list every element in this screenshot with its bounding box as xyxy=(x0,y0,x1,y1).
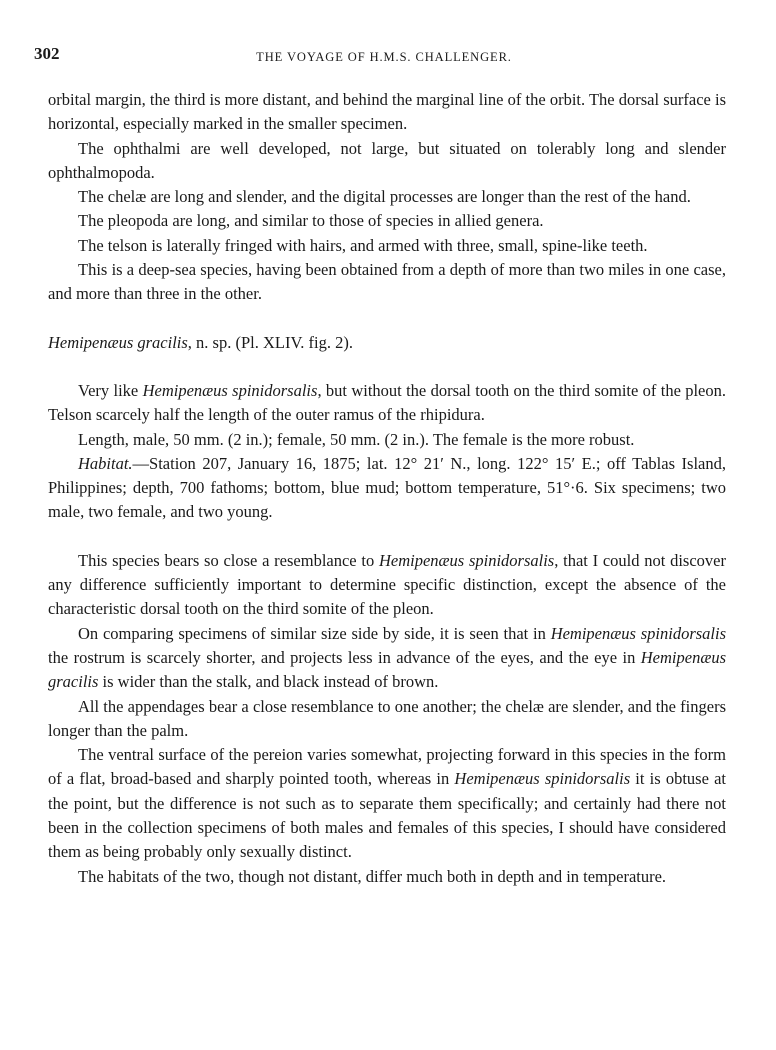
paragraph-habitats: The habitats of the two, though not distant, differ much both in depth and in temperature. xyxy=(78,866,667,886)
habitat-label: Habitat. xyxy=(78,453,133,473)
species-name: Hemipenæus gracilis xyxy=(48,332,188,352)
taxon-name: Hemipenæus spinidorsalis xyxy=(142,380,318,400)
paragraph-resemblance: This species bears so close a resemblance to Hemipenæus spinidorsalis, that I could not discover any difference sufficiently important to determine specific distinction, except the absence of the characteristic dorsal tooth on the third somite of the pleon. xyxy=(48,550,726,619)
paragraph-pleopoda: The pleopoda are long, and similar to those of species in allied genera. xyxy=(78,211,544,231)
species-heading xyxy=(48,331,726,355)
taxon-name: Hemipenæus gracilis xyxy=(48,647,726,692)
paragraph-ventral-surface: The ventral surface of the pereion varies somewhat, projecting forward in this species in the form of a flat, broad-based and sharply pointed tooth, whereas in Hemipenæus spinidorsalis it is obtuse at the point, but the difference is not such as to separate them specifically; and certainly had there not been in the collection specimens of both males and females of this species, I should have considered them as being probably only sexually distinct. xyxy=(48,745,726,862)
paragraph-deep-sea: This is a deep-sea species, having been obtained from a depth of more than two miles in one case, and more than three in the other. xyxy=(48,260,726,304)
page-number: 302 xyxy=(34,44,60,63)
paragraph-comparison: On comparing specimens of similar size side by side, it is seen that in Hemipenæus spinidorsalis the rostrum is scarcely shorter, and projects less in advance of the eyes, and the eye in Hemipenæus gracilis is wider than the stalk, and black instead of brown. xyxy=(48,623,726,692)
page-header xyxy=(34,42,734,66)
taxon-name: Hemipenæus spinidorsalis xyxy=(454,769,631,789)
paragraph-chelae: The chelæ are long and slender, and the digital processes are longer than the rest of the hand. xyxy=(78,187,691,207)
taxon-name: Hemipenæus spinidorsalis xyxy=(378,550,555,570)
paragraph-description: Very like Hemipenæus spinidorsalis, but without the dorsal tooth on the third somite of the pleon. Telson scarcely half the length of the outer ramus of the rhipidura. xyxy=(48,380,727,425)
body-text xyxy=(48,88,726,889)
species-reference: , n. sp. (Pl. XLIV. fig. 2). xyxy=(187,332,353,352)
paragraph-telson: The telson is laterally fringed with hairs, and armed with three, small, spine-like teeth. xyxy=(78,235,648,255)
running-title: THE VOYAGE OF H.M.S. CHALLENGER. xyxy=(256,50,512,64)
paragraph-ophthalmi: The ophthalmi are well developed, not large, but situated on tolerably long and slender ophthalmopoda. xyxy=(48,138,726,182)
paragraph-appendages: All the appendages bear a close resemblance to one another; the chelæ are slender, and the fingers longer than the palm. xyxy=(48,696,726,740)
paragraph-length: Length, male, 50 mm. (2 in.); female, 50 mm. (2 in.). The female is the more robust. xyxy=(78,429,635,449)
taxon-name: Hemipenæus spinidorsalis xyxy=(550,623,726,643)
paragraph-habitat: Habitat.—Station 207, January 16, 1875; lat. 12° 21′ N., long. 122° 15′ E.; off Tablas Island, Philippines; depth, 700 fathoms; bottom, blue mud; bottom temperature, 51°·6. Six specimens; two male, two female, and two young. xyxy=(48,453,726,522)
paragraph-orbital-margin: orbital margin, the third is more distant, and behind the marginal line of the orbit. The dorsal surface is horizontal, especially marked in the smaller specimen. xyxy=(48,90,726,134)
